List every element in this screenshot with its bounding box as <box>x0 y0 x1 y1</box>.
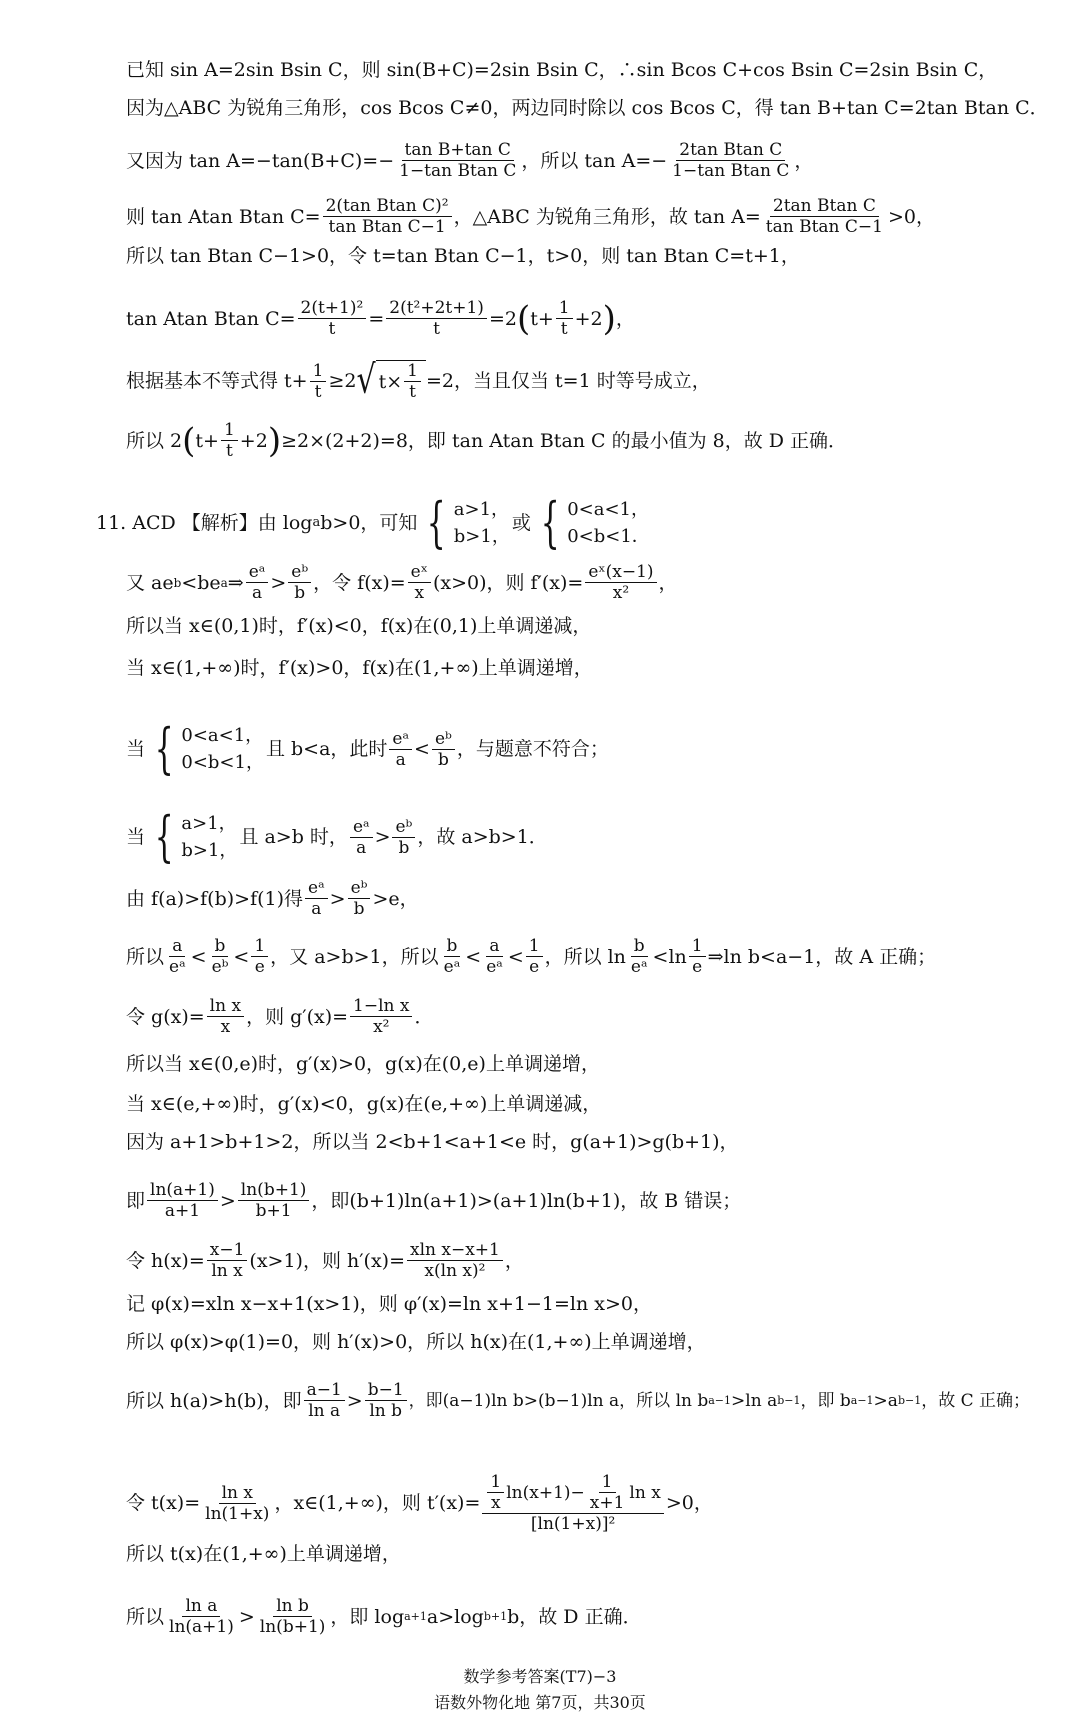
case-row: 0<a<1， <box>567 499 650 520</box>
text: +2 <box>239 429 268 452</box>
square-root <box>356 357 426 404</box>
denominator: 1−tan Btan C <box>672 161 790 181</box>
denominator: ln a <box>308 1401 341 1421</box>
numerator: eᵃ <box>389 729 412 750</box>
left-paren: ( <box>516 298 531 339</box>
text-line <box>126 1380 1060 1421</box>
brace-icon: { <box>427 491 447 554</box>
compound-fraction <box>482 1472 663 1534</box>
denominator: ln x <box>211 1261 243 1281</box>
text-line <box>126 878 1040 919</box>
numerator: ln x <box>207 996 244 1017</box>
text: 根据基本不等式得 t+ <box>126 370 308 392</box>
fraction <box>389 729 412 770</box>
text-line <box>126 420 1040 461</box>
text: 所以 tan Btan C−1>0，令 t=tan Btan C−1，t>0，则 tan Btan C=t+1， <box>126 245 800 267</box>
text: 当 <box>126 826 146 848</box>
numerator: 2(tan Btan C)² <box>323 196 452 217</box>
numerator: 1 <box>310 361 327 382</box>
text: 且 a>b 时， <box>239 826 348 848</box>
case-row: 0<a<1， <box>181 725 264 746</box>
fraction <box>407 1240 503 1281</box>
fraction <box>487 1472 504 1513</box>
text: <ln <box>652 945 687 968</box>
denominator: b+1 <box>255 1201 292 1221</box>
denominator: a+1 <box>164 1201 201 1221</box>
brace-icon: { <box>540 491 560 554</box>
text: 所以 h(a)>h(b)，即 <box>126 1389 302 1412</box>
superscript: b <box>173 575 182 590</box>
page-footer-pagination: 语数外物化地 第7页，共30页 <box>434 1693 646 1712</box>
fraction <box>669 140 792 181</box>
text: 由 f(a)>f(b)>f(1)得 <box>126 887 304 910</box>
text: ，与题意不符合； <box>456 738 609 760</box>
numerator: x−1 <box>207 1240 248 1261</box>
numerator: 1 <box>487 1472 504 1493</box>
text: >ln a <box>731 1390 778 1411</box>
denominator: e <box>529 957 540 977</box>
text: > <box>329 887 346 910</box>
denominator: eᵃ <box>630 957 648 977</box>
text-line <box>126 562 1040 603</box>
case-row: b>1， <box>453 526 510 547</box>
text: t+ <box>195 429 219 452</box>
text: ， <box>794 149 814 172</box>
denominator: [ln(1+x)]² <box>530 1514 616 1534</box>
case-row: a>1， <box>453 499 510 520</box>
text: 当 x∈(e,+∞)时，g′(x)<0，g(x)在(e,+∞)上单调递减， <box>126 1093 602 1115</box>
denominator: x <box>414 583 425 603</box>
numerator: eᵃ <box>246 562 269 583</box>
text: t+ <box>530 307 554 330</box>
text: 因为△ABC 为锐角三角形，cos Bcos C≠0，两边同时除以 cos Bcos C，得 tan B+tan C=2tan Btan C． <box>126 97 1049 119</box>
fraction <box>288 562 311 603</box>
numerator: 1 <box>526 936 543 957</box>
text: =2，当且仅当 t=1 时等号成立， <box>425 370 711 392</box>
text: b，故 D 正确． <box>507 1605 642 1628</box>
numerator: eᵇ <box>392 817 415 838</box>
text-line <box>126 614 1040 638</box>
text: ≥2×(2+2)=8，即 tan Atan Btan C 的最小值为 8，故 D 正确． <box>281 429 848 452</box>
text: >e， <box>372 887 419 910</box>
text: t× <box>378 370 403 393</box>
text: <be <box>181 571 221 594</box>
text: ，x∈(1,+∞)，则 t′(x)= <box>274 1492 481 1514</box>
fraction <box>526 936 543 977</box>
denominator: a <box>251 583 263 603</box>
denominator: b <box>437 749 449 770</box>
superscript: a−1 <box>708 1393 732 1407</box>
numerator: 2(t²+2t+1) <box>386 298 487 319</box>
numerator: eˣ <box>408 562 431 583</box>
radical-icon: √ <box>356 357 376 404</box>
text: > <box>238 1605 255 1628</box>
text: tan Atan Btan C= <box>126 307 296 330</box>
numerator: 1 <box>689 936 706 957</box>
fraction <box>238 1180 310 1221</box>
text: 则 tan Atan Btan C= <box>126 205 321 228</box>
case-brace <box>419 491 510 554</box>
numerator: 2tan Btan C <box>770 196 879 217</box>
text: ，即 b <box>800 1390 851 1411</box>
text: 又 ae <box>126 571 174 594</box>
text: > <box>219 1189 236 1212</box>
fraction <box>348 878 371 919</box>
brace-icon: { <box>154 805 174 868</box>
numerator: a <box>169 936 185 957</box>
text-line <box>126 936 1040 977</box>
numerator <box>482 1472 663 1514</box>
text-line <box>126 244 1040 268</box>
superscript: b−1 <box>777 1393 801 1407</box>
text: ≥2 <box>328 370 357 392</box>
denominator: eᵇ <box>211 957 229 977</box>
numerator: 1 <box>251 936 268 957</box>
text: 当 <box>126 738 146 760</box>
numerator: eˣ(x−1) <box>585 562 656 583</box>
case-brace <box>147 717 264 780</box>
text: < <box>233 945 250 968</box>
text: +2 <box>574 307 603 330</box>
text: 记 φ(x)=xln x−x+1(x>1)，则 φ′(x)=ln x+1−1=ln x>0， <box>126 1293 652 1315</box>
fraction <box>202 1483 272 1524</box>
case-brace <box>533 491 650 554</box>
text-line <box>126 805 1040 868</box>
text: 令 g(x)= <box>126 1005 205 1028</box>
text: ，所以 ln <box>544 945 626 968</box>
denominator: x <box>491 1493 501 1513</box>
text: 所以 t(x)在(1,+∞)上单调递增， <box>126 1543 401 1565</box>
numerator: eᵃ <box>350 817 373 838</box>
denominator: ln(a+1) <box>169 1617 234 1637</box>
denominator: x+1 <box>589 1493 625 1513</box>
text: >0， <box>665 1492 713 1514</box>
numerator: xln x−x+1 <box>407 1240 503 1261</box>
text-line <box>126 1330 1040 1354</box>
denominator: x² <box>612 583 630 603</box>
fraction <box>396 140 519 181</box>
fraction <box>404 361 421 402</box>
text: b>0，可知 <box>320 512 418 534</box>
fraction <box>305 878 328 919</box>
denominator: a <box>395 749 406 770</box>
numerator: ln a <box>182 1596 220 1617</box>
denominator: ln b <box>369 1401 403 1421</box>
text: 已知 sin A=2sin Bsin C，则 sin(B+C)=2sin Bsin C，∴sin Bcos C+cos Bsin C=2sin Bsin C， <box>126 59 998 81</box>
fraction <box>585 562 656 603</box>
denominator: eᵃ <box>169 957 186 977</box>
text: = <box>368 307 385 330</box>
fraction <box>556 298 573 339</box>
text: 所以 2 <box>126 429 183 452</box>
question-11-header <box>96 491 1040 554</box>
text-line <box>126 656 1040 680</box>
numerator: ln x <box>219 1483 256 1504</box>
numerator: b <box>444 936 461 957</box>
numerator: b <box>631 936 648 957</box>
text: ⇒ <box>227 571 244 594</box>
fraction <box>246 562 269 603</box>
text: ，令 f(x)= <box>313 571 406 594</box>
text-line <box>126 298 1040 339</box>
denominator: b <box>294 583 306 603</box>
fraction <box>166 936 189 977</box>
text: >a <box>873 1390 898 1411</box>
fraction <box>392 817 415 858</box>
fraction <box>166 1596 237 1637</box>
text-line <box>126 1130 1040 1154</box>
denominator: eᵃ <box>443 957 461 977</box>
denominator: x² <box>373 1017 390 1037</box>
text: < <box>465 945 482 968</box>
text: 所以 φ(x)>φ(1)=0，则 h′(x)>0，所以 h(x)在(1,+∞)上单调递增， <box>126 1331 706 1353</box>
denominator: x <box>220 1017 231 1037</box>
text: (x>1)，则 h′(x)= <box>249 1249 406 1272</box>
numerator: eᵃ <box>305 878 328 899</box>
text: ． <box>414 1005 434 1028</box>
denominator: t <box>225 441 233 461</box>
denominator: t <box>409 382 416 402</box>
fraction <box>257 1596 329 1637</box>
left-paren: ( <box>182 420 196 461</box>
text: ，即(a−1)ln b>(b−1)ln a，所以 ln b <box>408 1390 709 1411</box>
numerator: ln(b+1) <box>238 1180 310 1201</box>
numerator: 1 <box>556 298 573 319</box>
denominator: tan Btan C−1 <box>765 217 883 237</box>
right-paren: ) <box>267 420 282 461</box>
text-line <box>126 1240 1040 1281</box>
denominator: t <box>560 319 568 339</box>
denominator: a <box>311 899 322 919</box>
question-number: 11. <box>96 512 127 534</box>
text: 且 b<a，此时 <box>265 738 388 760</box>
denominator: e <box>254 957 265 977</box>
text: ， <box>658 571 678 594</box>
fraction <box>147 1180 218 1221</box>
text-line <box>126 1092 1040 1116</box>
text: < <box>190 945 207 968</box>
denominator: b <box>353 899 365 919</box>
text: 所以 <box>126 945 165 968</box>
numerator: 1 <box>221 420 238 441</box>
denominator: t <box>314 381 322 402</box>
denominator: t <box>433 319 441 339</box>
text: ，即(b+1)ln(a+1)>(a+1)ln(b+1)，故 B 错误； <box>311 1189 742 1212</box>
fraction <box>350 817 373 858</box>
text: ln(x+1)− <box>506 1482 585 1503</box>
fraction <box>432 729 455 770</box>
text-line <box>126 96 1049 120</box>
text: (x>0)，则 f′(x)= <box>432 571 584 594</box>
text-line <box>126 1292 1040 1316</box>
text: < <box>414 738 430 760</box>
numerator: a <box>486 936 502 957</box>
numerator: ln b <box>273 1596 312 1617</box>
case-row: a>1， <box>181 813 237 834</box>
numerator: eᵇ <box>288 562 311 583</box>
fraction <box>386 298 487 339</box>
fraction <box>350 996 412 1037</box>
fraction <box>689 936 706 977</box>
right-paren: ) <box>602 298 616 339</box>
superscript: b−1 <box>897 1393 922 1407</box>
denominator: ln(b+1) <box>259 1617 326 1637</box>
text-line <box>126 717 1040 780</box>
numerator: b <box>212 936 229 957</box>
text: 或 <box>511 512 531 534</box>
text: a>log <box>426 1605 484 1628</box>
numerator: tan B+tan C <box>402 140 514 161</box>
text-line <box>126 1596 1040 1637</box>
fraction <box>209 936 232 977</box>
case-row: b>1， <box>181 840 238 861</box>
text: ，△ABC 为锐角三角形，故 tan A= <box>453 205 761 228</box>
subscript: a+1 <box>404 1609 427 1623</box>
text-line <box>126 1542 1040 1566</box>
subscript: a <box>312 515 321 530</box>
fraction <box>763 196 886 237</box>
numerator: 2tan Btan C <box>676 140 785 161</box>
text: 所以当 x∈(0,e)时，g′(x)>0，g(x)在(0,e)上单调递增， <box>126 1053 600 1075</box>
fraction <box>298 298 367 339</box>
text: >0， <box>887 205 935 228</box>
text: > <box>346 1389 363 1412</box>
fraction <box>207 996 244 1037</box>
text: 当 x∈(1,+∞)时，f′(x)>0，f(x)在(1,+∞)上单调递增， <box>126 657 593 679</box>
fraction <box>628 936 651 977</box>
text: 令 t(x)= <box>126 1492 201 1514</box>
denominator: tan Btan C−1 <box>328 217 446 237</box>
fraction <box>323 196 452 237</box>
numerator: b−1 <box>365 1380 407 1401</box>
text: ， <box>504 1249 524 1272</box>
text: ，故 a>b>1． <box>417 826 548 848</box>
denominator: a <box>356 837 367 858</box>
fraction <box>441 936 464 977</box>
denominator: e <box>692 957 703 977</box>
denominator: x(ln x)² <box>424 1261 486 1281</box>
brace-icon: { <box>154 717 174 780</box>
denominator: t <box>328 319 336 339</box>
numerator: 2(t+1)² <box>298 298 367 319</box>
text-line <box>126 58 1040 82</box>
numerator: eᵇ <box>348 878 371 899</box>
text: 因为 a+1>b+1>2，所以当 2<b+1<a+1<e 时，g(a+1)>g(b+1)， <box>126 1131 739 1153</box>
fraction <box>365 1380 407 1421</box>
denominator: ln(1+x) <box>205 1503 270 1524</box>
text: 即 <box>126 1189 146 1212</box>
numerator: ln(a+1) <box>147 1180 218 1201</box>
text: 又因为 tan A=−tan(B+C)=− <box>126 149 395 172</box>
text-line <box>126 140 1040 181</box>
text-line <box>126 196 1040 237</box>
case-row: 0<b<1， <box>181 752 264 773</box>
numerator: 1−ln x <box>350 996 412 1017</box>
text-line <box>126 1472 1040 1534</box>
denominator: eᵃ <box>486 957 503 977</box>
text-line <box>126 996 1040 1037</box>
text: > <box>270 571 287 594</box>
text: 所以当 x∈(0,1)时，f′(x)<0，f(x)在(0,1)上单调递减， <box>126 615 592 637</box>
denominator: 1−tan Btan C <box>399 161 517 181</box>
numerator: a−1 <box>304 1380 345 1401</box>
text: =2 <box>488 307 517 330</box>
text: ，故 C 正确； <box>921 1390 1031 1411</box>
fraction <box>251 936 268 977</box>
text: ，则 g′(x)= <box>246 1005 349 1028</box>
numerator: 1 <box>599 1472 616 1493</box>
page-footer-title: 数学参考答案(T7)−3 <box>463 1667 617 1686</box>
fraction <box>587 1472 628 1513</box>
numerator: eᵇ <box>432 729 455 750</box>
case-row: 0<b<1． <box>567 526 650 547</box>
text: 令 h(x)= <box>126 1249 205 1272</box>
superscript: a <box>220 575 228 590</box>
text: ln x <box>629 1482 661 1503</box>
radicand <box>376 360 426 402</box>
text: ⇒ln b<a−1，故 A 正确； <box>707 945 937 968</box>
text: > <box>374 826 391 848</box>
subscript: b+1 <box>483 1609 508 1623</box>
text: ， <box>615 307 635 330</box>
fraction <box>304 1380 345 1421</box>
denominator: b <box>398 837 410 858</box>
superscript: a−1 <box>850 1393 874 1407</box>
case-brace <box>147 805 238 868</box>
text: < <box>507 945 524 968</box>
fraction <box>483 936 506 977</box>
text-line <box>126 1180 1040 1221</box>
fraction <box>408 562 431 603</box>
text: ，所以 tan A=− <box>521 149 668 172</box>
text: 所以 <box>126 1605 165 1628</box>
fraction <box>221 420 238 461</box>
text: ACD 【解析】由 log <box>132 512 313 534</box>
text: ，又 a>b>1，所以 <box>270 945 439 968</box>
text-line <box>126 1052 1040 1076</box>
text-line <box>126 357 1040 404</box>
fraction <box>207 1240 248 1281</box>
numerator: 1 <box>404 361 421 382</box>
fraction <box>310 361 327 402</box>
text: ，即 log <box>330 1605 405 1628</box>
